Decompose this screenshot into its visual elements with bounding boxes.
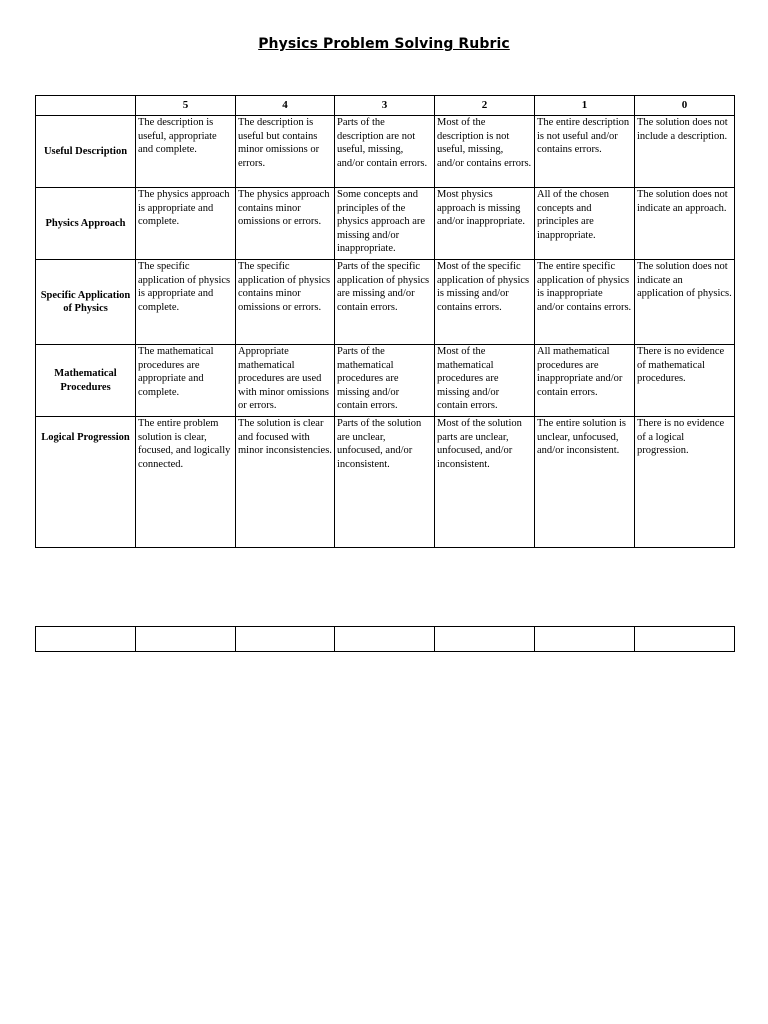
- rubric-cell: All mathematical procedures are inappropriate and/or contain errors.: [535, 345, 635, 417]
- rubric-cell: The physics approach is appropriate and complete.: [136, 188, 236, 260]
- blank-cell: [535, 627, 635, 652]
- rubric-cell: Most physics approach is missing and/or inappropriate.: [435, 188, 535, 260]
- rubric-row-physics-approach: [36, 188, 735, 260]
- blank-cell: [36, 627, 136, 652]
- rubric-cell: The entire description is not useful and/or contains errors.: [535, 116, 635, 188]
- rubric-cell: Most of the specific application of physics is missing and/or contains errors.: [435, 260, 535, 345]
- rubric-cell: The entire specific application of physics is inappropriate and/or contains errors.: [535, 260, 635, 345]
- score-header-4: 4: [236, 96, 335, 116]
- rubric-row-mathematical-procedures: [36, 345, 735, 417]
- criterion-label: Specific Application of Physics: [36, 260, 136, 345]
- rubric-cell: The description is useful, appropriate and complete.: [136, 116, 236, 188]
- rubric-cell: Some concepts and principles of the physics approach are missing and/or inappropriate.: [335, 188, 435, 260]
- rubric-table: [35, 95, 735, 548]
- rubric-cell: There is no evidence of mathematical procedures.: [635, 345, 735, 417]
- blank-cell: [635, 627, 735, 652]
- rubric-cell: The entire problem solution is clear, focused, and logically connected.: [136, 417, 236, 548]
- corner-header-cell: [36, 96, 136, 116]
- rubric-cell: Parts of the specific application of physics are missing and/or contain errors.: [335, 260, 435, 345]
- score-header-3: 3: [335, 96, 435, 116]
- rubric-row-useful-description: [36, 116, 735, 188]
- rubric-cell: The solution does not indicate an approach.: [635, 188, 735, 260]
- score-header-1: 1: [535, 96, 635, 116]
- rubric-cell: Parts of the mathematical procedures are missing and/or contain errors.: [335, 345, 435, 417]
- rubric-cell: The specific application of physics is appropriate and complete.: [136, 260, 236, 345]
- rubric-cell: The solution does not indicate an application of physics.: [635, 260, 735, 345]
- criterion-label: Mathematical Procedures: [36, 345, 136, 417]
- criterion-label: Physics Approach: [36, 188, 136, 260]
- rubric-cell: The physics approach contains minor omissions or errors.: [236, 188, 335, 260]
- score-header-0: 0: [635, 96, 735, 116]
- rubric-cell: The description is useful but contains minor omissions or errors.: [236, 116, 335, 188]
- blank-score-row: [36, 627, 735, 652]
- blank-cell: [335, 627, 435, 652]
- rubric-cell: Most of the solution parts are unclear, unfocused, and/or inconsistent.: [435, 417, 535, 548]
- rubric-cell: Most of the mathematical procedures are missing and/or contain errors.: [435, 345, 535, 417]
- blank-cell: [236, 627, 335, 652]
- blank-cell: [435, 627, 535, 652]
- rubric-cell: The mathematical procedures are appropriate and complete.: [136, 345, 236, 417]
- rubric-cell: All of the chosen concepts and principles are inappropriate.: [535, 188, 635, 260]
- rubric-cell: The specific application of physics contains minor omissions or errors.: [236, 260, 335, 345]
- rubric-row-logical-progression: [36, 417, 735, 548]
- rubric-cell: Parts of the solution are unclear, unfocused, and/or inconsistent.: [335, 417, 435, 548]
- rubric-cell: The entire solution is unclear, unfocused, and/or inconsistent.: [535, 417, 635, 548]
- rubric-row-specific-application: [36, 260, 735, 345]
- rubric-cell: The solution does not include a description.: [635, 116, 735, 188]
- rubric-cell: Most of the description is not useful, missing, and/or contains errors.: [435, 116, 535, 188]
- rubric-cell: Appropriate mathematical procedures are used with minor omissions or errors.: [236, 345, 335, 417]
- criterion-label: Logical Progression: [36, 417, 136, 548]
- rubric-cell: The solution is clear and focused with minor inconsistencies.: [236, 417, 335, 548]
- blank-cell: [136, 627, 236, 652]
- page-title: Physics Problem Solving Rubric: [258, 36, 510, 52]
- score-header-2: 2: [435, 96, 535, 116]
- blank-score-table: [35, 626, 735, 652]
- rubric-cell: There is no evidence of a logical progression.: [635, 417, 735, 548]
- score-header-5: 5: [136, 96, 236, 116]
- rubric-cell: Parts of the description are not useful, missing, and/or contain errors.: [335, 116, 435, 188]
- criterion-label: Useful Description: [36, 116, 136, 188]
- score-header-row: [36, 96, 735, 116]
